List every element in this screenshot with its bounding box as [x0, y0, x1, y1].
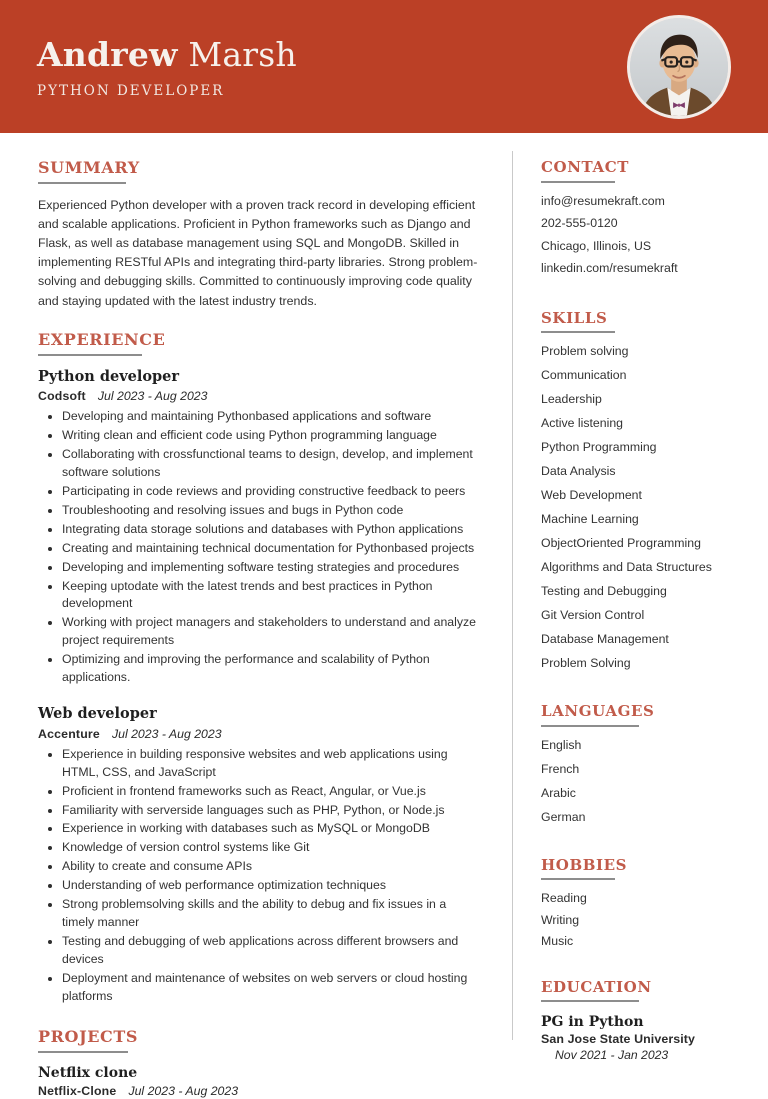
skill-item: Testing and Debugging [541, 584, 667, 599]
project-subtitle: Netflix-Clone [38, 1083, 117, 1098]
skills-heading: SKILLS [541, 308, 608, 327]
hobbies-heading-rule [541, 878, 615, 880]
experience-bullet: Working with project managers and stakeholders to understand and analyze project requirements [60, 614, 480, 650]
contact-phone[interactable]: 202-555-0120 [541, 216, 618, 231]
languages-heading-rule [541, 725, 639, 727]
skill-item: Git Version Control [541, 608, 645, 623]
experience-company: Codsoft [38, 389, 86, 404]
hobbies-list [541, 892, 748, 957]
experience-bullet: Strong problemsolving skills and the ability to debug and fix issues in a timely manner [60, 896, 480, 932]
experience-bullet: Developing and implementing software testing strategies and procedures [60, 559, 480, 577]
experience-dates: Jul 2023 - Aug 2023 [97, 389, 208, 404]
experience-bullet: Optimizing and improving the performance and scalability of Python applications. [60, 651, 480, 687]
languages-list [541, 739, 748, 835]
education-item [541, 1014, 748, 1062]
experience-meta [38, 726, 480, 743]
experience-bullet: Participating in code reviews and providing constructive feedback to peers [60, 483, 480, 501]
skills-list [541, 345, 748, 681]
experience-heading: EXPERIENCE [38, 329, 166, 349]
experience-role: Python developer [38, 367, 180, 385]
avatar [627, 15, 731, 119]
candidate-job-title: PYTHON DEVELOPER [37, 83, 225, 100]
project-meta [38, 1083, 480, 1099]
experience-dates: Jul 2023 - Aug 2023 [111, 727, 222, 742]
section-languages [541, 703, 748, 835]
first-name: Andrew [37, 34, 178, 74]
education-school: San Jose State University [541, 1032, 696, 1047]
contact-heading-rule [541, 181, 615, 183]
skill-item: Python Programming [541, 440, 657, 455]
experience-item [38, 705, 480, 1006]
languages-heading: LANGUAGES [541, 702, 655, 721]
experience-bullet: Understanding of web performance optimization techniques [60, 877, 480, 895]
skill-item: Problem solving [541, 344, 629, 359]
sidebar-column [513, 133, 768, 1086]
resume-header [0, 0, 768, 133]
contact-list [541, 195, 748, 285]
skill-item: Data Analysis [541, 464, 616, 479]
education-heading: EDUCATION [541, 977, 652, 996]
project-item [38, 1065, 480, 1099]
experience-bullet: Knowledge of version control systems like Git [60, 839, 480, 857]
language-item: German [541, 809, 586, 824]
hobby-item: Writing [541, 912, 580, 927]
section-skills [541, 310, 748, 682]
section-hobbies [541, 857, 748, 957]
experience-meta [38, 388, 480, 405]
experience-bullet: Creating and maintaining technical documentation for Pythonbased projects [60, 540, 480, 558]
experience-bullets [38, 408, 480, 687]
experience-bullet: Proficient in frontend frameworks such as React, Angular, or Vue.js [60, 783, 480, 801]
skill-item: Communication [541, 368, 627, 383]
language-item: French [541, 761, 580, 776]
education-heading-rule [541, 1000, 639, 1002]
skill-item: Leadership [541, 392, 602, 407]
section-summary [38, 159, 480, 311]
skill-item: Active listening [541, 416, 624, 431]
experience-bullet: Experience in working with databases such as MySQL or MongoDB [60, 820, 480, 838]
avatar-portrait-icon [630, 18, 728, 116]
language-item: Arabic [541, 785, 576, 800]
experience-bullet: Writing clean and efficient code using Python programming language [60, 427, 480, 445]
experience-bullet: Familiarity with serverside languages such as PHP, Python, or Node.js [60, 802, 480, 820]
contact-email[interactable]: info@resumekraft.com [541, 193, 665, 208]
experience-bullet: Keeping uptodate with the latest trends and best practices in Python development [60, 578, 480, 614]
project-name: Netflix clone [38, 1064, 138, 1081]
skill-item: Problem Solving [541, 656, 631, 671]
experience-bullet: Troubleshooting and resolving issues and bugs in Python code [60, 502, 480, 520]
experience-role: Web developer [38, 705, 157, 723]
contact-heading: CONTACT [541, 158, 629, 176]
summary-heading: SUMMARY [38, 158, 140, 177]
experience-bullet: Collaborating with crossfunctional teams to design, develop, and implement software solutions [60, 446, 480, 482]
skill-item: Algorithms and Data Structures [541, 560, 712, 575]
education-dates: Nov 2021 - Jan 2023 [555, 1048, 669, 1063]
experience-company: Accenture [38, 727, 100, 742]
language-item: English [541, 737, 582, 752]
skill-item: Web Development [541, 488, 642, 503]
last-name: Marsh [188, 34, 297, 74]
experience-heading-rule [38, 354, 142, 356]
candidate-name [37, 34, 297, 74]
section-contact [541, 159, 748, 285]
summary-heading-rule [38, 182, 126, 184]
section-experience [38, 331, 480, 1006]
section-education [541, 979, 748, 1063]
header-identity [32, 34, 297, 100]
experience-item [38, 368, 480, 688]
experience-bullet: Developing and maintaining Pythonbased applications and software [60, 408, 480, 426]
education-degree: PG in Python [541, 1014, 644, 1031]
hobbies-heading: HOBBIES [541, 855, 628, 874]
resume-body [0, 133, 768, 1098]
experience-bullets [38, 746, 480, 1006]
main-column [0, 133, 512, 1098]
contact-location: Chicago, Illinois, US [541, 238, 652, 253]
experience-bullet: Integrating data storage solutions and databases with Python applications [60, 521, 480, 539]
hobby-item: Music [541, 934, 574, 949]
summary-text: Experienced Python developer with a proven track record in developing efficient and scalable applications. Proficient in Python frameworks such as Django and Flask, as well as database management using SQL and MongoDB. Skilled in implementing RESTful APIs and integrating third-party libraries. Strong problem-solving and debugging skills. Committed to continuously improving code quality and staying updated with the latest industry trends. [38, 197, 478, 308]
experience-bullet: Testing and debugging of web applications across different browsers and devices [60, 933, 480, 969]
contact-linkedin[interactable]: linkedin.com/resumekraft [541, 261, 678, 276]
experience-bullet: Experience in building responsive websites and web applications using HTML, CSS, and JavaScript [60, 746, 480, 782]
skills-heading-rule [541, 331, 615, 333]
experience-bullet: Deployment and maintenance of websites on web servers or cloud hosting platforms [60, 970, 480, 1006]
skill-item: Machine Learning [541, 512, 639, 527]
hobby-item: Reading [541, 891, 587, 906]
skill-item: ObjectOriented Programming [541, 536, 701, 551]
projects-heading-rule [38, 1051, 128, 1053]
experience-bullet: Ability to create and consume APIs [60, 858, 480, 876]
project-dates: Jul 2023 - Aug 2023 [128, 1083, 239, 1098]
projects-heading: PROJECTS [38, 1027, 139, 1047]
skill-item: Database Management [541, 632, 669, 647]
section-projects [38, 1028, 480, 1099]
